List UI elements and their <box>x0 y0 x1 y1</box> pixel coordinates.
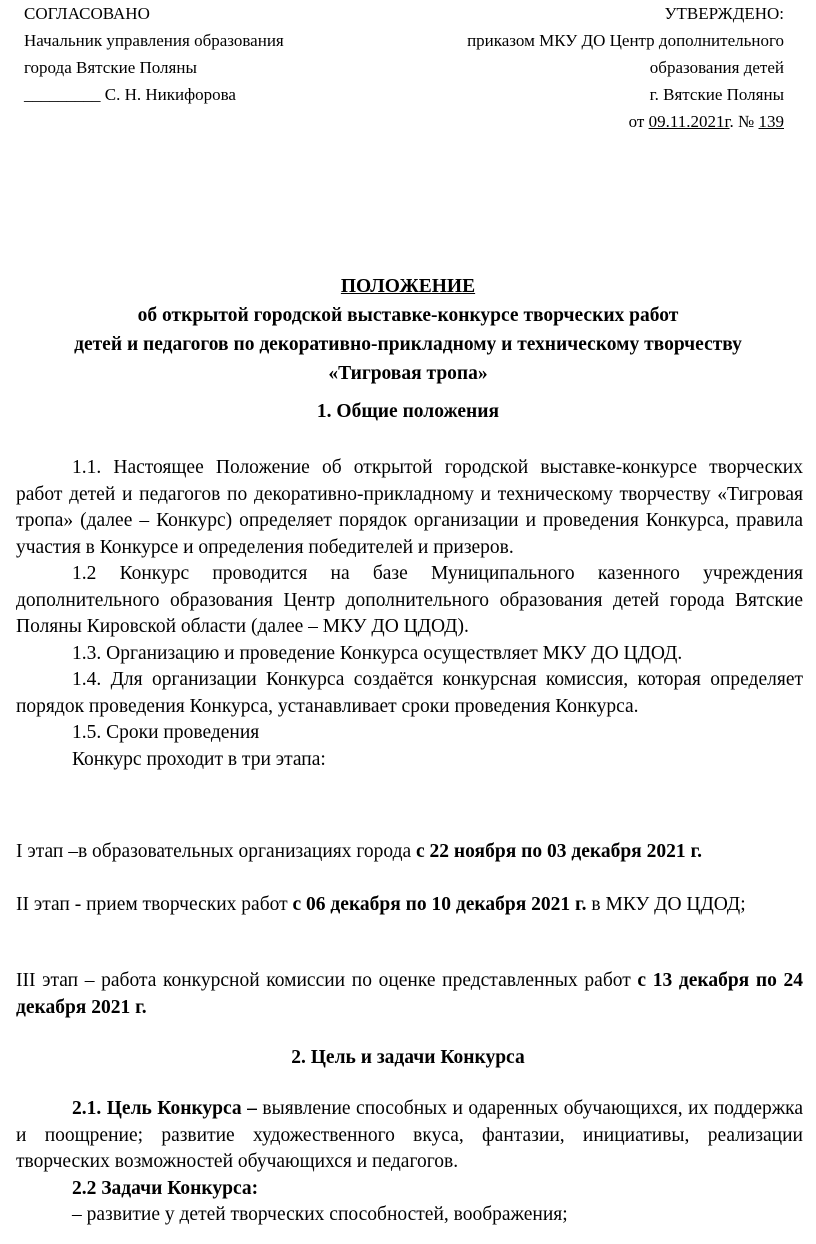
approved-org: образования детей <box>649 58 784 77</box>
approved-city: г. Вятские Поляны <box>649 85 784 104</box>
agreed-label: СОГЛАСОВАНО <box>24 4 150 23</box>
agreed-city: города Вятские Поляны <box>24 58 197 77</box>
stage-3-label: III этап – работа конкурсной комиссии по оценке представленных работ <box>16 970 638 991</box>
paragraph-1-3: 1.3. Организацию и проведение Конкурса осуществляет МКУ ДО ЦДОД. <box>72 642 683 664</box>
title-line-3: детей и педагогов по декоративно-прикладному и техническому творчеству <box>74 334 742 355</box>
stage-3-dates: с 13 декабря по 24 декабря 2021 г. <box>16 970 803 1018</box>
signatory-name: С. Н. Никифорова <box>100 85 236 104</box>
order-date-prefix: от <box>628 112 649 131</box>
section-2-heading: 2. Цель и задачи Конкурса <box>291 1047 525 1068</box>
stage-2 <box>16 891 803 918</box>
stage-1 <box>16 838 803 865</box>
paragraph-2-1 <box>16 1096 803 1176</box>
approved-order-date-number <box>467 108 784 135</box>
goal-text: выявление способных и одаренных обучающихся, их поддержка и поощрение; развитие художественного вкуса, фантазии, инициативы, реализации творческих возможностей обучающихся и педагогов. <box>16 1098 803 1172</box>
paragraph-1-5: 1.5. Сроки проведения <box>72 722 260 743</box>
approved-order: приказом МКУ ДО Центр дополнительного <box>467 31 784 50</box>
stage-2-text <box>16 891 803 918</box>
paragraph-1-1: 1.1. Настоящее Положение об открытой городской выставке-конкурсе творческих работ детей и педагогов по декоративно-прикладному и техническому творчеству «Тигровая тропа» (далее – Конкурс) определяет порядок организации и проведения Конкурса, правила участия в Конкурсе и определения победителей и призеров. <box>16 457 803 558</box>
signature-blank: _________ <box>24 85 101 104</box>
order-number-prefix: . № <box>729 112 759 131</box>
agreed-signature-line <box>24 81 284 108</box>
stage-1-text <box>16 838 803 865</box>
task-item-1: – развитие у детей творческих способностей, воображения; <box>72 1204 568 1225</box>
title-line-4: «Тигровая тропа» <box>328 363 488 384</box>
section-1-body <box>16 455 803 773</box>
title-line-2: об открытой городской выставке-конкурсе творческих работ <box>137 305 679 326</box>
order-number: 139 <box>758 112 784 131</box>
title-main: ПОЛОЖЕНИЕ <box>340 276 476 297</box>
stage-1-dates: с 22 ноября по 03 декабря 2021 г. <box>416 841 702 862</box>
goal-label: 2.1. Цель Конкурса – <box>72 1098 257 1119</box>
stage-2-place: в МКУ ДО ЦДОД; <box>586 894 746 915</box>
section-1-heading: 1. Общие положения <box>316 401 500 422</box>
stage-3 <box>16 967 803 1021</box>
approval-agreed-block <box>24 0 284 108</box>
approved-label: УТВЕРЖДЕНО: <box>664 4 784 23</box>
paragraph-2-2 <box>16 1176 803 1203</box>
stage-3-text <box>16 967 803 1021</box>
tasks-label: 2.2 Задачи Конкурса: <box>72 1177 259 1199</box>
order-date: 09.11.2021г <box>648 112 730 131</box>
stage-2-dates: с 06 декабря по 10 декабря 2021 г. <box>292 894 587 915</box>
approval-approved-block <box>467 0 784 135</box>
section-2-body <box>16 1096 803 1229</box>
agreed-position: Начальник управления образования <box>24 31 284 50</box>
stage-1-label: I этап –в образовательных организациях города <box>16 841 417 862</box>
paragraph-1-4: 1.4. Для организации Конкурса создаётся конкурсная комиссия, которая определяет порядок проведения Конкурса, устанавливает сроки проведения Конкурса. <box>16 669 803 717</box>
stage-2-label: II этап - прием творческих работ <box>16 894 293 915</box>
paragraph-1-2: 1.2 Конкурс проводится на базе Муниципального казенного учреждения дополнительного образования Центр дополнительного образования детей города Вятские Поляны Кировской области (далее – МКУ ДО ЦДОД). <box>16 563 803 637</box>
paragraph-1-5-stages-intro: Конкурс проходит в три этапа: <box>72 748 326 770</box>
document-title <box>0 272 816 388</box>
